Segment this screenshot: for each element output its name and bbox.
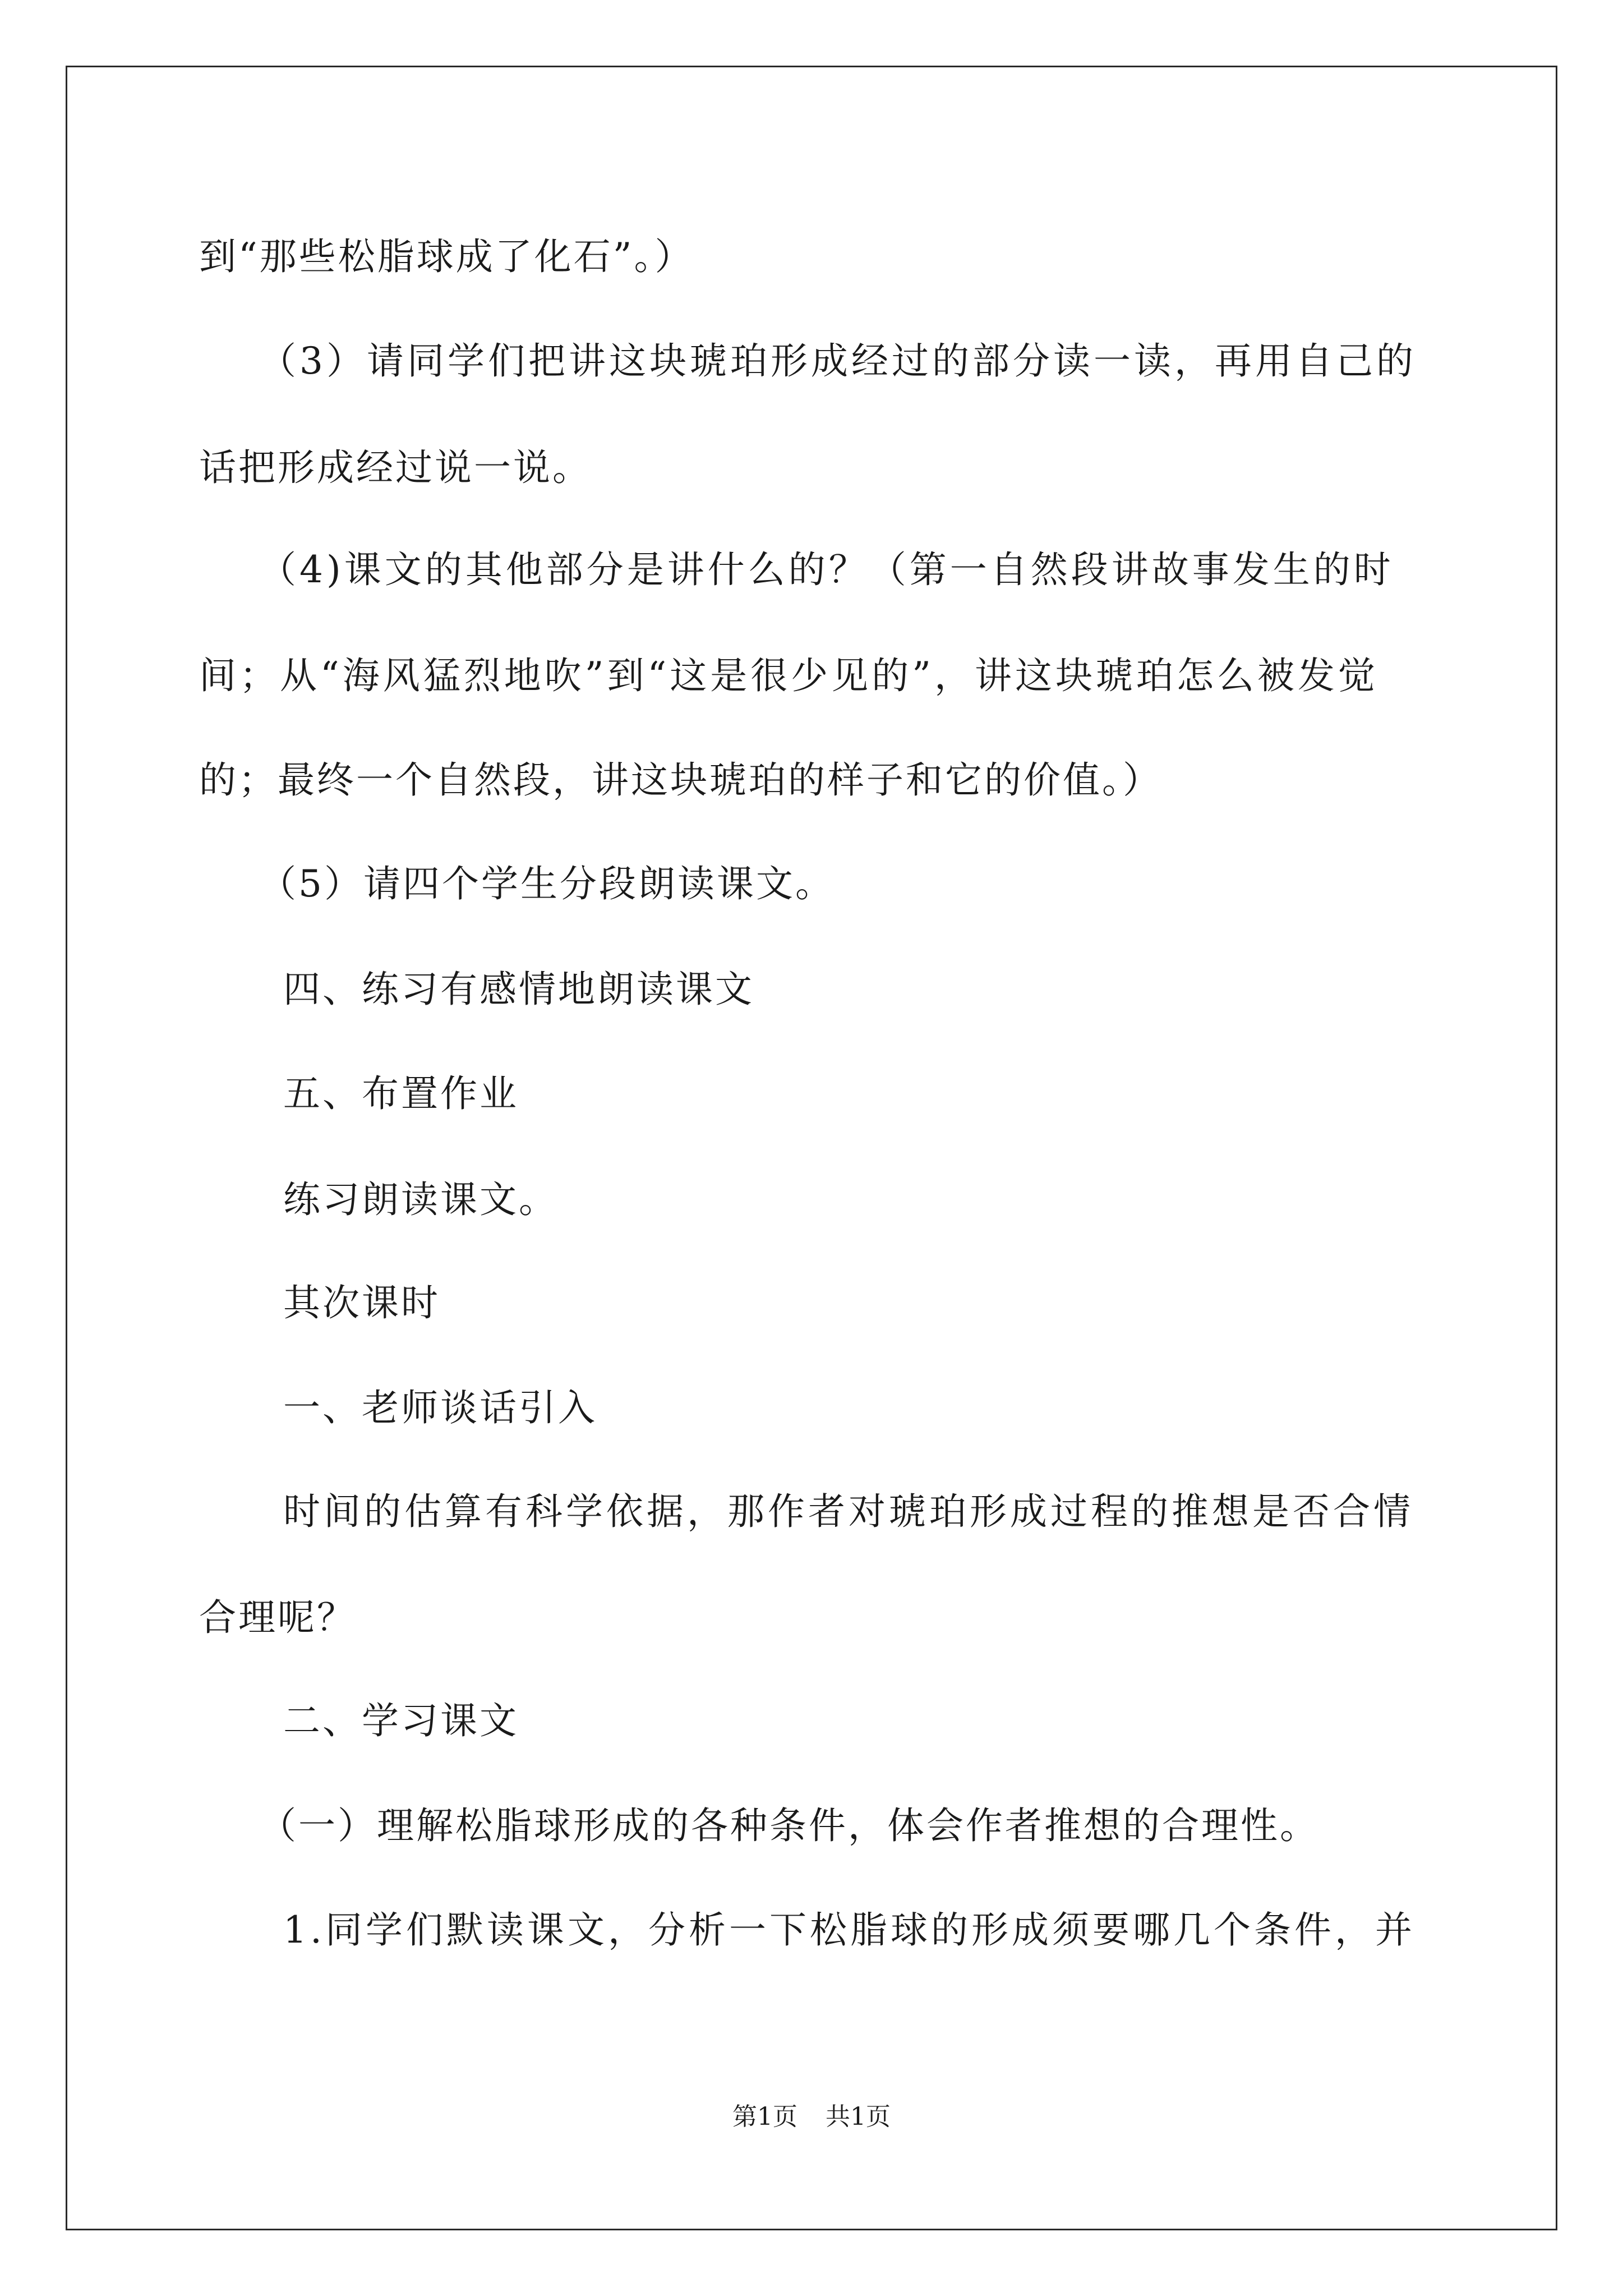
text-line: 时间的估算有科学依据，那作者对琥珀形成过程的推想是否合情 — [283, 1490, 1414, 1533]
section-heading: 二、学习课文 — [283, 1699, 519, 1742]
section-heading: 一、老师谈话引入 — [283, 1386, 597, 1429]
page-footer — [0, 2100, 1623, 2134]
text-line: 的；最终一个自然段，讲这块琥珀的样子和它的价值。） — [199, 758, 1162, 802]
text-line: 间；从“海风猛烈地吹”到“这是很少见的”，讲这块琥珀怎么被发觉 — [199, 654, 1378, 697]
text-line: 1.同学们默读课文，分析一下松脂球的形成须要哪几个条件，并 — [283, 1908, 1415, 1952]
page-total: 共1页 — [826, 2102, 891, 2131]
text-line: 到“那些松脂球成了化石”。） — [199, 235, 694, 278]
section-heading: 其次课时 — [283, 1281, 440, 1324]
section-heading: 五、布置作业 — [283, 1072, 519, 1115]
text-line: 练习朗读课文。 — [283, 1178, 558, 1221]
text-line: 话把形成经过说一说。 — [199, 446, 592, 489]
page-number: 第1页 — [732, 2102, 797, 2131]
section-heading: 四、练习有感情地朗读课文 — [283, 968, 754, 1011]
text-line: （3）请同学们把讲这块琥珀形成经过的部分读一读，再用自己的 — [259, 339, 1417, 383]
text-line: （4)课文的其他部分是讲什么的？（第一自然段讲故事发生的时 — [259, 548, 1394, 591]
text-line: （5）请四个学生分段朗读课文。 — [259, 862, 834, 905]
text-line: （一）理解松脂球形成的各种条件，体会作者推想的合理性。 — [259, 1804, 1319, 1847]
text-line: 合理呢？ — [199, 1596, 356, 1639]
page-border — [66, 66, 1557, 2230]
